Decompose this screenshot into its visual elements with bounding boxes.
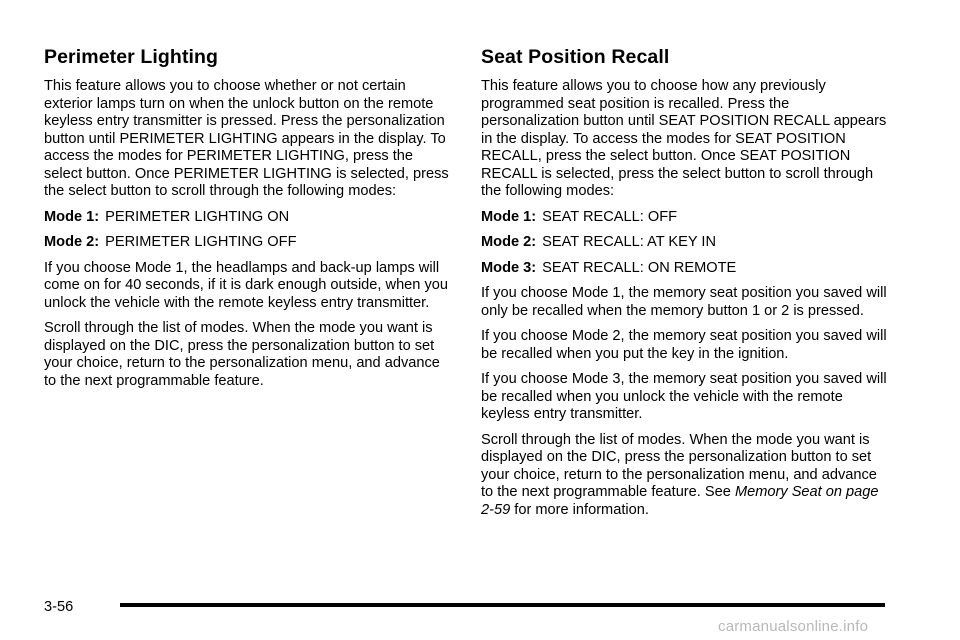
seat-mode2-explanation: If you choose Mode 2, the memory seat position you saved will be recalled when you put the key in the ignition. [481, 328, 887, 362]
page-number: 3-56 [44, 599, 74, 615]
mode-value: PERIMETER LIGHTING ON [105, 208, 290, 225]
perimeter-mode1-explanation: If you choose Mode 1, the headlamps and back-up lamps will come on for 40 seconds, if it is dark enough outside, when you unlock the vehicle with the remote keyless entry transmitter. [44, 259, 449, 311]
perimeter-mode-2 [44, 234, 454, 252]
right-column [481, 44, 891, 527]
seat-mode3-explanation: If you choose Mode 3, the memory seat position you saved will be recalled when you unlock the vehicle with the remote keyless entry transmitter. [481, 371, 887, 422]
mode-label: Mode 2: [481, 234, 537, 250]
seat-recall-intro: This feature allows you to choose how any previously programmed seat position is recalled. Press the personalization button until SEAT POSITION RECALL appears in the display. To access the modes for SEAT POSITION RECALL, press the select button. Once SEAT POSITION RECALL is selected, press the select button to scroll through the following modes: [481, 78, 887, 199]
mode-label: Mode 3: [481, 259, 537, 276]
seat-mode-3 [481, 260, 891, 278]
perimeter-mode-1 [44, 209, 454, 227]
seat-mode-1 [481, 209, 891, 227]
mode-label: Mode 2: [44, 234, 100, 250]
mode-value: SEAT RECALL: OFF [542, 208, 678, 225]
scroll-text: Scroll through the list of modes. When the mode you want is displayed on the DIC, press the personalization button to set your choice, return to the personalization menu, and advance to the next programmable feature. See [481, 431, 877, 500]
seat-mode1-explanation: If you choose Mode 1, the memory seat position you saved will only be recalled when the memory button 1 or 2 is pressed. [481, 285, 887, 319]
section-title-perimeter-lighting: Perimeter Lighting [44, 46, 219, 68]
perimeter-scroll-instructions: Scroll through the list of modes. When the mode you want is displayed on the DIC, press the personalization button to set your choice, return to the personalization menu, and advance to the next programmable feature. [44, 320, 440, 389]
mode-value: SEAT RECALL: AT KEY IN [542, 234, 716, 250]
mode-value: PERIMETER LIGHTING OFF [105, 234, 297, 250]
mode-label: Mode 1: [481, 208, 537, 225]
left-column [44, 44, 454, 398]
perimeter-intro: This feature allows you to choose whether or not certain exterior lamps turn on when the unlock button on the remote keyless entry transmitter is pressed. Press the personalization button until PERIMETER LIGHTING appears in the display. To access the modes for PERIMETER LIGHTING, press the select button. Once PERIMETER LIGHTING is selected, press the select button to scroll through the following modes: [44, 78, 449, 199]
mode-value: SEAT RECALL: ON REMOTE [542, 259, 737, 276]
section-title-seat-position-recall: Seat Position Recall [481, 46, 670, 68]
memory-seat-reference-link[interactable]: Memory Seat on page 2-59 [481, 484, 879, 518]
scroll-text-end: for more information. [514, 501, 649, 518]
mode-label: Mode 1: [44, 208, 100, 225]
watermark: carmanualsonline.info [718, 618, 869, 635]
footer-divider [120, 603, 885, 607]
seat-mode-2 [481, 234, 891, 252]
seat-scroll-instructions [481, 432, 891, 520]
